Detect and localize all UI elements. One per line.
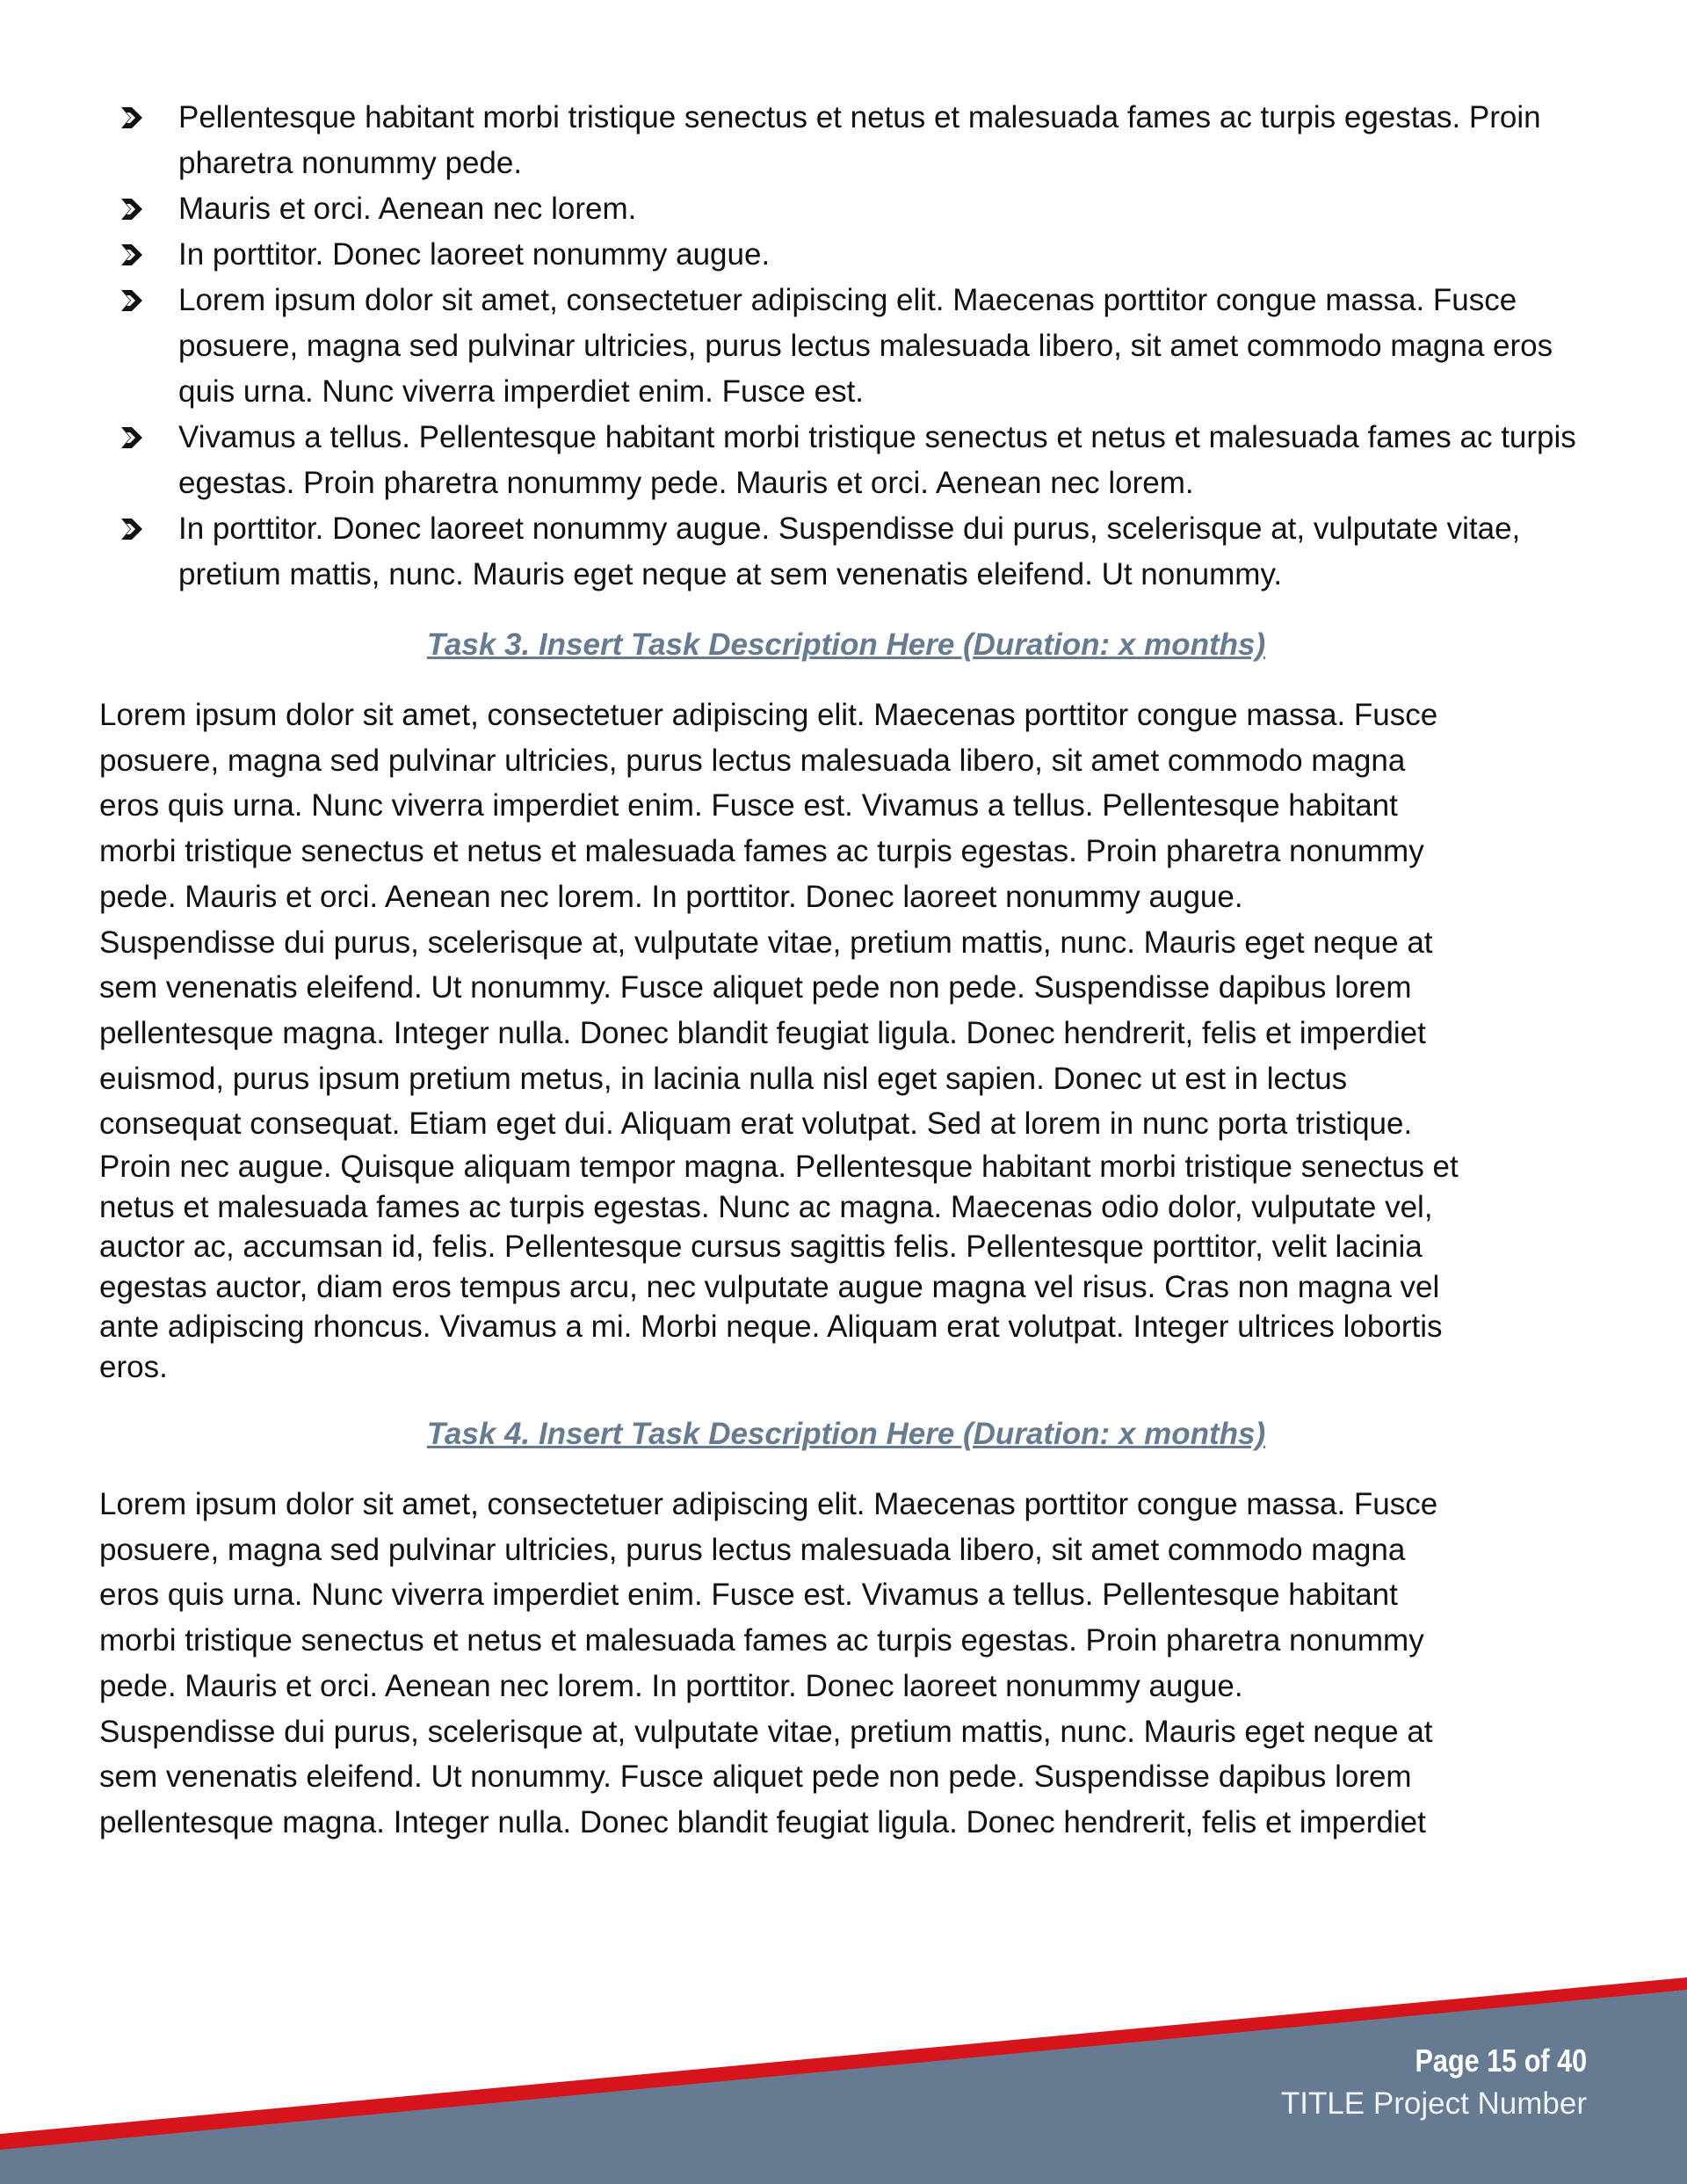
- paragraph-line: netus et malesuada fames ac turpis egestas. Nunc ac magna. Maecenas odio dolor, vulputate vel,: [99, 1189, 1433, 1224]
- paragraph-line: euismod, purus ipsum pretium metus, in lacinia nulla nisl eget sapien. Donec ut est in lectus: [99, 1061, 1348, 1096]
- paragraph-line: morbi tristique senectus et netus et malesuada fames ac turpis egestas. Proin pharetra nonummy: [99, 834, 1424, 869]
- arrow-bullet-icon: [119, 516, 145, 542]
- paragraph-line: auctor ac, accumsan id, felis. Pellentesque cursus sagittis felis. Pellentesque porttitor, velit lacinia: [99, 1230, 1423, 1265]
- arrow-bullet-icon: [119, 196, 145, 222]
- paragraph-line: posuere, magna sed pulvinar ultricies, purus lectus malesuada libero, sit amet commodo magna: [99, 1532, 1406, 1567]
- paragraph-line: pede. Mauris et orci. Aenean nec lorem. In porttitor. Donec laoreet nonummy augue.: [99, 879, 1243, 914]
- bullet-text: In porttitor. Donec laoreet nonummy augue.: [178, 237, 771, 272]
- paragraph-line: sem venenatis eleifend. Ut nonummy. Fusce aliquet pede non pede. Suspendisse dapibus lorem: [99, 970, 1412, 1005]
- arrow-bullet-icon: [119, 287, 145, 314]
- paragraph-line: eros quis urna. Nunc viverra imperdiet enim. Fusce est. Vivamus a tellus. Pellentesque habitant: [99, 1578, 1398, 1613]
- bullet-item: [178, 95, 1593, 186]
- bullet-list: [99, 95, 1593, 598]
- paragraph-line: Suspendisse dui purus, scelerisque at, vulputate vitae, pretium mattis, nunc. Mauris eget neque at: [99, 925, 1433, 960]
- paragraph-line: sem venenatis eleifend. Ut nonummy. Fusce aliquet pede non pede. Suspendisse dapibus lorem: [99, 1760, 1412, 1795]
- paragraph-line: Suspendisse dui purus, scelerisque at, vulputate vitae, pretium mattis, nunc. Mauris eget neque at: [99, 1714, 1433, 1749]
- paragraph-line: posuere, magna sed pulvinar ultricies, purus lectus malesuada libero, sit amet commodo magna: [99, 743, 1406, 778]
- bullet-item: [178, 415, 1593, 506]
- paragraph-line: pede. Mauris et orci. Aenean nec lorem. In porttitor. Donec laoreet nonummy augue.: [99, 1668, 1243, 1703]
- paragraph-line: Lorem ipsum dolor sit amet, consectetuer adipiscing elit. Maecenas porttitor congue massa. Fusce: [99, 1487, 1438, 1522]
- paragraph-line: eros quis urna. Nunc viverra imperdiet enim. Fusce est. Vivamus a tellus. Pellentesque habitant: [99, 788, 1398, 824]
- bullet-item: [178, 232, 1593, 278]
- page-content: [99, 95, 1593, 1846]
- arrow-bullet-icon: [119, 242, 145, 268]
- bullet-text: Pellentesque habitant morbi tristique senectus et netus et malesuada fames ac turpis egestas. Proin pharetra nonummy pede.: [178, 100, 1541, 180]
- bullet-text: Lorem ipsum dolor sit amet, consectetuer adipiscing elit. Maecenas porttitor congue massa. Fusce posuere, magna sed pulvinar ultricies, purus lectus malesuada libero, sit amet commodo magna eros quis urna. Nunc viverra imperdiet enim. Fusce est.: [178, 283, 1553, 409]
- arrow-bullet-icon: [119, 105, 145, 131]
- task-3-heading: Task 3. Insert Task Description Here (Duration: x months): [426, 628, 1266, 662]
- footer-band: [0, 1977, 1687, 2184]
- arrow-bullet-icon: [119, 424, 145, 451]
- paragraph-line: Proin nec augue. Quisque aliquam tempor magna. Pellentesque habitant morbi tristique senectus et: [99, 1150, 1459, 1185]
- paragraph-line: Lorem ipsum dolor sit amet, consectetuer adipiscing elit. Maecenas porttitor congue massa. Fusce: [99, 698, 1438, 732]
- paragraph-line: eros.: [99, 1349, 168, 1384]
- paragraph-line: pellentesque magna. Integer nulla. Donec blandit feugiat ligula. Donec hendrerit, felis et imperdiet: [99, 1804, 1426, 1839]
- bullet-item: [178, 186, 1593, 232]
- task-4-paragraph: [99, 1482, 1593, 1846]
- page-number: Page 15 of 40: [1415, 2043, 1587, 2079]
- paragraph-line: morbi tristique senectus et netus et malesuada fames ac turpis egestas. Proin pharetra nonummy: [99, 1623, 1424, 1658]
- footer-title: TITLE Project Number: [1280, 2086, 1587, 2121]
- bullet-item: [178, 278, 1593, 415]
- bullet-item: [178, 506, 1593, 598]
- task-4-heading: Task 4. Insert Task Description Here (Duration: x months): [426, 1417, 1266, 1452]
- paragraph-line: pellentesque magna. Integer nulla. Donec blandit feugiat ligula. Donec hendrerit, felis et imperdiet: [99, 1015, 1426, 1050]
- paragraph-line: egestas auctor, diam eros tempus arcu, nec vulputate augue magna vel risus. Cras non magna vel: [99, 1269, 1440, 1304]
- bullet-text: Mauris et orci. Aenean nec lorem.: [178, 192, 637, 226]
- paragraph-line: ante adipiscing rhoncus. Vivamus a mi. Morbi neque. Aliquam erat volutpat. Integer ultrices lobortis: [99, 1310, 1443, 1345]
- bullet-text: In porttitor. Donec laoreet nonummy augue. Suspendisse dui purus, scelerisque at, vulputate vitae, pretium mattis, nunc. Mauris eget neque at sem venenatis eleifend. Ut nonummy.: [178, 512, 1521, 591]
- bullet-text: Vivamus a tellus. Pellentesque habitant morbi tristique senectus et netus et malesuada fames ac turpis egestas. Proin pharetra nonummy pede. Mauris et orci. Aenean nec lorem.: [178, 420, 1576, 500]
- task-3-paragraph: [99, 693, 1593, 1387]
- paragraph-line: consequat consequat. Etiam eget dui. Aliquam erat volutpat. Sed at lorem in nunc porta tristique.: [99, 1107, 1413, 1142]
